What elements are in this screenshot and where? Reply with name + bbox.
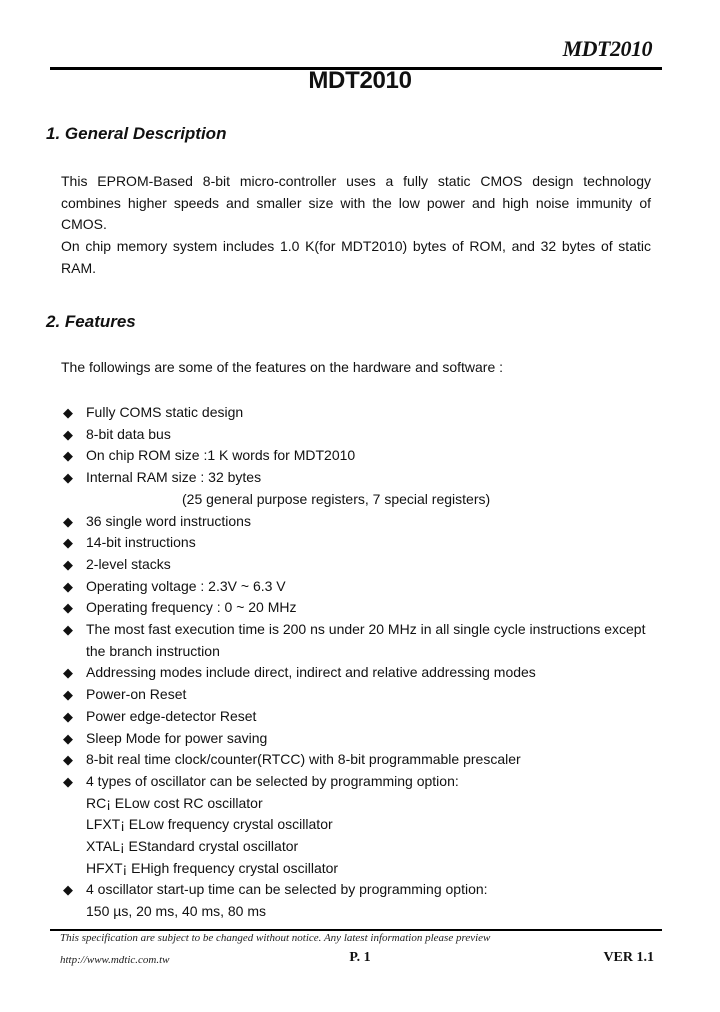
diamond-bullet-icon: ◆ (63, 600, 73, 616)
feature-text: 8-bit data bus (86, 425, 171, 442)
feature-item (61, 619, 661, 662)
description-paragraph: On chip memory system includes 1.0 K(for MDT2010) bytes of ROM, and 32 bytes of static RAM. (61, 238, 651, 276)
feature-text: 2-level stacks (86, 555, 171, 572)
diamond-bullet-icon: ◆ (63, 882, 73, 898)
heading-general-description: 1. General Description (46, 124, 227, 143)
feature-item (61, 402, 661, 424)
diamond-bullet-icon: ◆ (63, 730, 73, 746)
feature-option-line: LFXT¡ ELow frequency crystal oscillator (86, 816, 333, 833)
feature-item (61, 706, 661, 728)
diamond-bullet-icon: ◆ (63, 773, 73, 789)
feature-item (61, 554, 661, 576)
feature-text: Fully COMS static design (86, 404, 244, 420)
diamond-bullet-icon: ◆ (63, 426, 73, 442)
footer-notice: This specification are subject to be changed without notice. Any latest information please preview (60, 932, 491, 944)
feature-option-line: RC¡ ELow cost RC oscillator (86, 794, 263, 811)
diamond-bullet-icon: ◆ (63, 752, 73, 768)
feature-item (61, 597, 661, 619)
feature-item (61, 662, 661, 684)
feature-text-continued: the branch instruction (86, 642, 220, 659)
diamond-bullet-icon: ◆ (63, 513, 73, 529)
feature-text: Internal RAM size : 32 bytes (86, 469, 262, 486)
feature-option-line: 150 µs, 20 ms, 40 ms, 80 ms (86, 903, 267, 920)
feature-item (61, 511, 661, 533)
feature-item (61, 467, 661, 510)
footer-url: http://www.mdtic.com.tw (60, 954, 170, 966)
feature-text: 4 oscillator start-up time can be selected by programming option: (86, 881, 488, 898)
feature-text: Sleep Mode for power saving (86, 729, 268, 746)
feature-option-line: XTAL¡ EStandard crystal oscillator (86, 838, 299, 855)
feature-item (61, 684, 661, 706)
document-title: MDT2010 (308, 67, 412, 94)
feature-text: On chip ROM size :1 K words for MDT2010 (86, 447, 356, 464)
feature-option-line: HFXT¡ EHigh frequency crystal oscillator (86, 859, 339, 876)
diamond-bullet-icon: ◆ (63, 708, 73, 724)
feature-item (61, 771, 661, 880)
description-paragraph: This EPROM-Based 8-bit micro-controller uses a fully static CMOS design technology combines higher speeds and smaller size with the low power and high noise immunity of CMOS. (61, 173, 651, 233)
version-label: VER 1.1 (603, 950, 654, 965)
feature-text: 14-bit instructions (86, 534, 196, 551)
feature-item (61, 879, 661, 922)
heading-features: 2. Features (46, 312, 136, 331)
feature-text: 4 types of oscillator can be selected by programming option: (86, 772, 459, 789)
diamond-bullet-icon: ◆ (63, 578, 73, 594)
feature-item (61, 728, 661, 750)
feature-text: The most fast execution time is 200 ns under 20 MHz in all single cycle instructions except (86, 621, 646, 638)
diamond-bullet-icon: ◆ (63, 535, 73, 551)
diamond-bullet-icon: ◆ (63, 622, 73, 638)
feature-text: Power-on Reset (86, 686, 187, 703)
diamond-bullet-icon: ◆ (63, 470, 73, 486)
diamond-bullet-icon: ◆ (63, 556, 73, 572)
feature-text: 8-bit real time clock/counter(RTCC) with 8-bit programmable prescaler (86, 751, 521, 768)
feature-text: Operating frequency : 0 ~ 20 MHz (86, 599, 297, 616)
diamond-bullet-icon: ◆ (63, 687, 73, 703)
diamond-bullet-icon: ◆ (63, 665, 73, 681)
diamond-bullet-icon: ◆ (63, 448, 73, 464)
feature-item (61, 424, 661, 446)
feature-text: Operating voltage : 2.3V ~ 6.3 V (86, 577, 286, 594)
feature-text: 36 single word instructions (86, 512, 251, 529)
feature-item (61, 749, 661, 771)
feature-subnote: (25 general purpose registers, 7 special registers) (182, 490, 491, 507)
feature-text: Power edge-detector Reset (86, 707, 257, 724)
feature-list (61, 402, 661, 923)
running-header-title: MDT2010 (562, 36, 652, 61)
general-description-body (61, 171, 651, 280)
footer-rule (50, 929, 662, 931)
feature-item (61, 532, 661, 554)
feature-item (61, 576, 661, 598)
diamond-bullet-icon: ◆ (63, 405, 73, 420)
page-number: P. 1 (349, 950, 371, 965)
features-intro: The followings are some of the features on the hardware and software : (61, 359, 504, 375)
feature-text: Addressing modes include direct, indirect and relative addressing modes (86, 664, 536, 681)
feature-item (61, 445, 661, 467)
